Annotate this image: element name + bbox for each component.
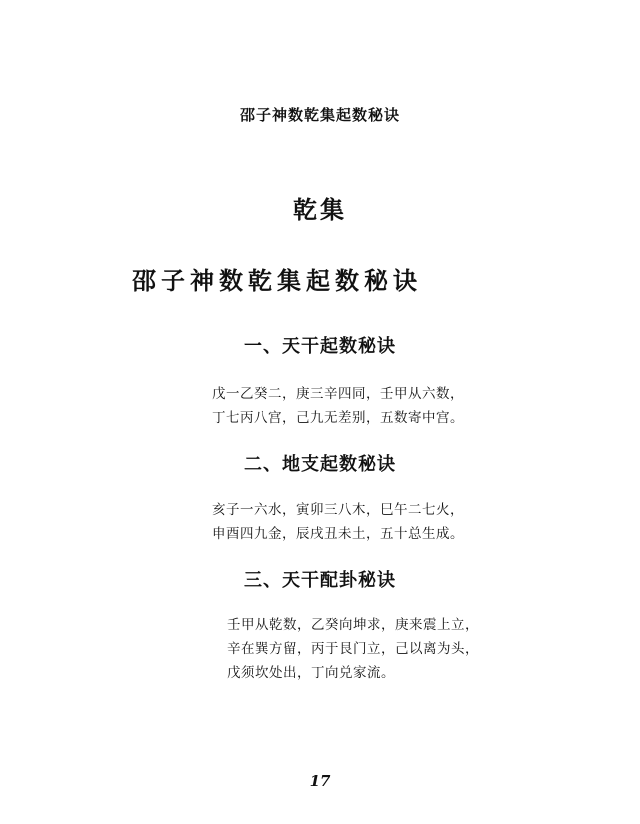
verse-line: 申酉四九金，辰戌丑未土，五十总生成。 — [212, 526, 464, 542]
section-heading-3: 三、天干配卦秘诀 — [244, 570, 396, 591]
verse-line: 戊一乙癸二，庚三辛四同，壬甲从六数， — [212, 386, 464, 402]
chapter-title: 邵子神数乾集起数秘诀 — [132, 266, 422, 295]
verse-line: 丁七丙八宫，己九无差别，五数寄中宫。 — [212, 410, 464, 426]
verse-line: 辛在巽方留，丙于艮门立，己以离为头， — [227, 641, 479, 657]
verse-block-1 — [212, 382, 464, 430]
verse-line: 亥子一六水，寅卯三八木，巳午二七火， — [212, 502, 464, 518]
verse-line: 戊须坎处出，丁向兑家流。 — [227, 665, 395, 681]
page-number: 17 — [309, 772, 331, 790]
section-heading-2: 二、地支起数秘诀 — [244, 454, 396, 475]
verse-block-3 — [227, 613, 479, 685]
section-heading-1: 一、天干起数秘诀 — [244, 336, 396, 357]
verse-block-2 — [212, 498, 464, 546]
verse-line: 壬甲从乾数，乙癸向坤求，庚来震上立， — [227, 617, 479, 633]
part-title: 乾集 — [293, 195, 347, 224]
running-header: 邵子神数乾集起数秘诀 — [239, 106, 400, 124]
